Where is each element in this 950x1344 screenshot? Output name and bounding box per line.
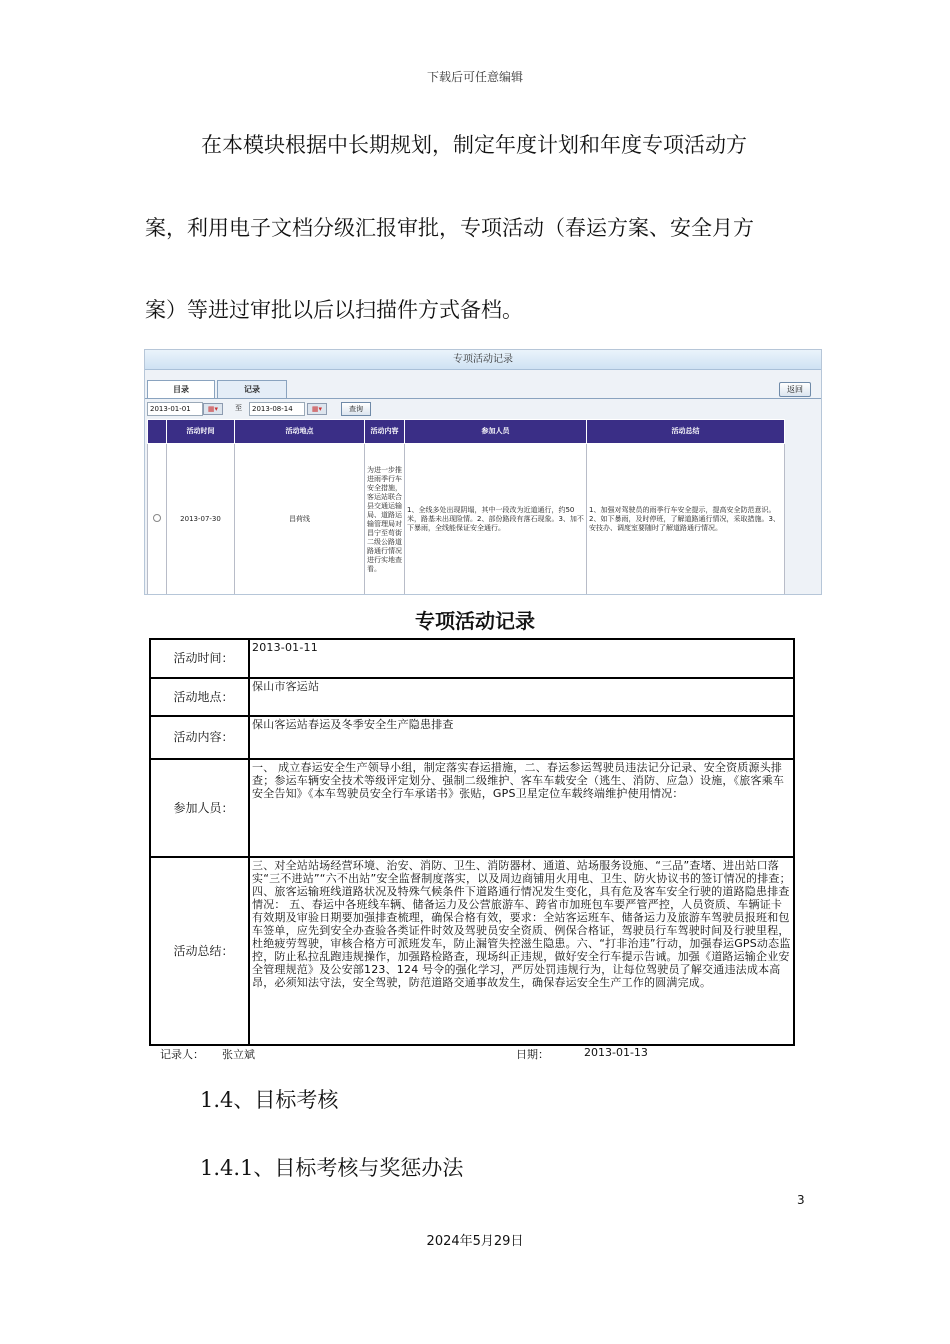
cell-people: 1、全线多处出现阴塌，其中一段改为近道通行，约50米，路基未出现险情。2、部份路段有落石现象。3、加不下暴雨，全线能保证安全通行。 (405, 444, 587, 596)
record-value-summary: 三、对全站站场经营环境、治安、消防、卫生、消防器材、通道、站场服务设施、“三品”查堵、进出站口落实“三不进站”“六不出站”安全监督制度落实，以及周边商铺用火用电、卫生、防火协议书的签订情况的排查；四、旅客运输班线道路状况及特殊气候条件下道路通行情况发生变化，具有危及客车安全行驶的道路隐患排查情况： 五、春运中各班线车辆、储备运力及公营旅游车、跨省市加班包车要严管严控，人员资质、车辆证卡有效期及审验日期要加强排查梳理，确保合格有效，要求：全站客运班车、储备运力及旅游车驾驶员报班和包车签单，应先到安全办查验各类证件时效及驾驶员安全资质、例保合格证，驾驶员行车驾驶时间及行驶里程，杜绝疲劳驾驶，审核合格方可派班发车，防止漏管失控滋生隐患。六、“打非治违”行动，加强春运GPS动态监控，防止私拉乱跑违规操作，加强路检路查，现场纠正违规，做好安全行车提示告诫。加强《道路运输企业安全管理规范》及公安部123、124 号令的强化学习，严厉处罚违规行为，让每位驾驶员了解交通违法成本高昂，必须知法守法，安全驾驶，防范道路交通事故发生，确保春运安全生产工作的圆满完成。 (249, 857, 794, 1045)
recorder-name: 张立斌 (222, 1048, 255, 1061)
date-from-input[interactable]: 2013-01-01 (147, 402, 203, 416)
recorder-label: 记录人： (160, 1048, 204, 1061)
record-row-time (150, 639, 794, 678)
app-title-bar: 专项活动记录 (145, 350, 821, 370)
record-row-people (150, 759, 794, 857)
body-paragraph-line-3: 案）等进过审批以后以扫描件方式备档。 (145, 298, 523, 322)
back-button[interactable]: 返回 (779, 382, 811, 397)
date-to-input[interactable]: 2013-08-14 (249, 402, 305, 416)
body-paragraph-line-2: 案，利用电子文档分级汇报审批，专项活动（春运方案、安全月方 (145, 216, 754, 240)
column-header-summary: 活动总结 (587, 420, 785, 444)
cell-time: 2013-07-30 (167, 444, 235, 596)
query-button[interactable]: 查询 (341, 402, 371, 416)
body-paragraph-line-1: 在本模块根据中长期规划，制定年度计划和年度专项活动方 (201, 133, 747, 157)
record-label-time: 活动时间： (150, 639, 249, 678)
record-row-place (150, 678, 794, 716)
radio-button[interactable] (153, 514, 161, 522)
record-value-time: 2013-01-11 (249, 639, 794, 678)
record-date: 2013-01-13 (584, 1046, 648, 1059)
calendar-icon[interactable]: ▦▾ (307, 403, 327, 415)
select-column-header (148, 420, 167, 444)
record-date-label: 日期： (516, 1048, 549, 1061)
table-row[interactable] (148, 444, 785, 596)
activity-app-screenshot (144, 349, 822, 595)
row-select-cell[interactable] (148, 444, 167, 596)
record-form-table (149, 638, 795, 1046)
record-label-people: 参加人员： (150, 759, 249, 857)
tab-divider (145, 398, 822, 399)
section-heading-1-4: 1.4、目标考核 (200, 1088, 339, 1112)
calendar-icon[interactable]: ▦▾ (203, 403, 223, 415)
record-row-summary (150, 857, 794, 1045)
column-header-people: 参加人员 (405, 420, 587, 444)
tab-record[interactable]: 记录 (217, 380, 287, 398)
record-value-place: 保山市客运站 (249, 678, 794, 716)
record-label-summary: 活动总结： (150, 857, 249, 1045)
record-label-place: 活动地点： (150, 678, 249, 716)
tab-catalog[interactable]: 目录 (147, 380, 215, 398)
section-heading-1-4-1: 1.4.1、目标考核与奖惩办法 (200, 1156, 464, 1180)
activity-table (147, 419, 785, 595)
column-header-time: 活动时间 (167, 420, 235, 444)
footer-date: 2024年5月29日 (426, 1234, 524, 1249)
record-value-content: 保山客运站春运及冬季安全生产隐患排查 (249, 716, 794, 759)
record-value-people: 一、 成立春运安全生产领导小组，制定落实春运措施，二、春运参运驾驶员违法记分记录、安全资质源头排查；参运车辆安全技术等级评定划分、强制二级维护、客车车载安全（逃生、消防、应急）设施，《旅客乘车安全告知》《本车驾驶员安全行车承诺书》张贴，GPS卫星定位车载终端维护使用情况： (249, 759, 794, 857)
record-row-content (150, 716, 794, 759)
record-label-content: 活动内容： (150, 716, 249, 759)
column-header-place: 活动地点 (235, 420, 365, 444)
cell-place: 昌荷线 (235, 444, 365, 596)
column-header-content: 活动内容 (365, 420, 405, 444)
cell-content: 为进一步推进雨季行车安全措施，客运站联合县交通运输局、道路运输管理局对昌宁至苟街二级公路道路通行情况进行实地查看。 (365, 444, 405, 596)
cell-summary: 1、加强对驾驶员的雨季行车安全提示，提高安全防范意识。2、如下暴雨，及时停班，了解道路通行情况，采取措施。3、安技办、调度室要随时了解道路通行情况。 (587, 444, 785, 596)
page-number: 3 (797, 1193, 805, 1207)
date-range-separator: 至 (235, 404, 242, 412)
record-form-title: 专项活动记录 (415, 609, 535, 633)
page-header-note: 下载后可任意编辑 (426, 70, 523, 84)
